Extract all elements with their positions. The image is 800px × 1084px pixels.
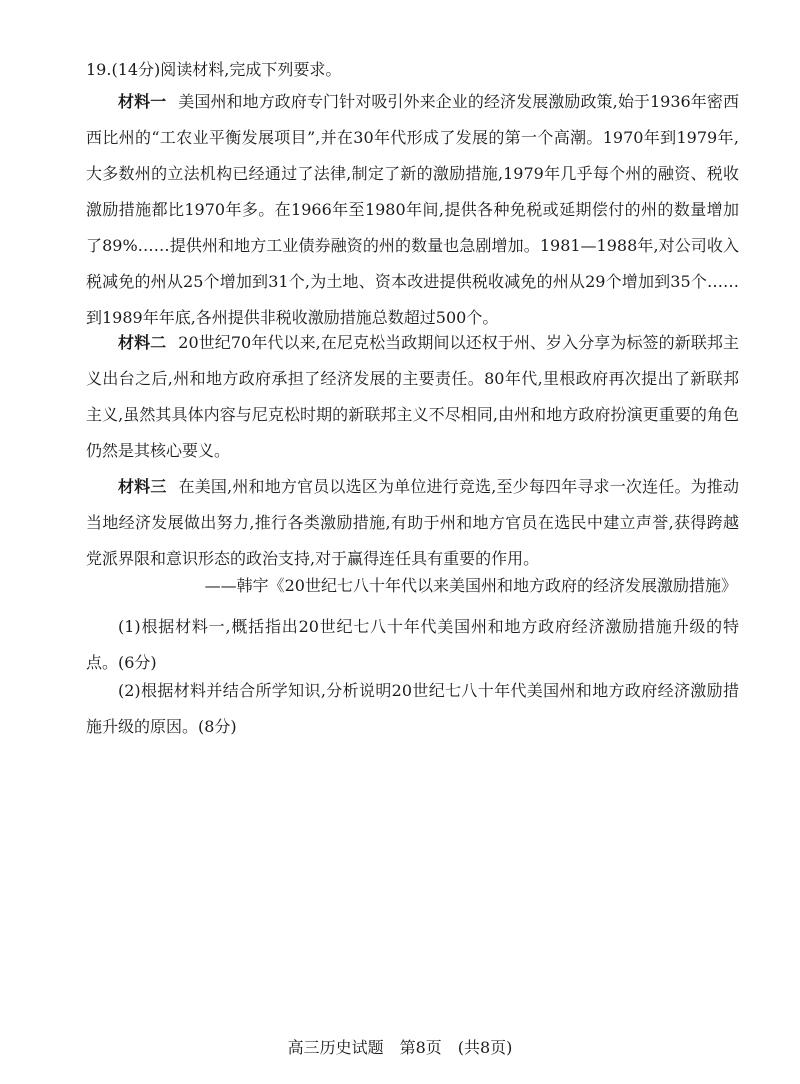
material-three-text: 在美国,州和地方官员以选区为单位进行竞选,至少每四年寻求一次连任。为推动当地经济发展做出努力,推行各类激励措施,有助于州和地方官员在选民中建立声誉,获得跨越党派界限和意识形态的政治支持,对于赢得连任具有重要的作用。 [86, 477, 739, 568]
material-two-text: 20世纪70年代以来,在尼克松当政期间以还权于州、岁入分享为标签的新联邦主义出台之后,州和地方政府承担了经济发展的主要责任。80年代,里根政府再次提出了新联邦主义,虽然其具体内容与尼克松时期的新联邦主义不尽相同,由州和地方政府扮演更重要的角色仍然是其核心要义。 [86, 333, 739, 460]
material-two [86, 325, 739, 469]
material-three-label: 材料三 [118, 477, 167, 496]
page-footer: 高三历史试题 第8页 (共8页) [287, 1038, 513, 1057]
material-two-label: 材料二 [118, 333, 167, 352]
material-one [86, 84, 739, 336]
source-citation: ——韩宇《20世纪七八十年代以来美国州和地方政府的经济发展激励措施》 [204, 576, 737, 595]
material-one-label: 材料一 [118, 92, 167, 111]
material-one-text: 美国州和地方政府专门针对吸引外来企业的经济发展激励政策,始于1936年密西西比州的“工农业平衡发展项目”,并在30年代形成了发展的第一个高潮。1970年到1979年,大多数州的立法机构已经通过了法律,制定了新的激励措施,1979年几乎每个州的融资、税收激励措施都比1970年多。在1966年至1980年间,提供各种免税或延期偿付的州的数量增加了89%……提供州和地方工业债券融资的州的数量也急剧增加。1981—1988年,对公司收入税减免的州从25个增加到31个,为土地、资本改进提供税收减免的州从29个增加到35个……到1989年年底,各州提供非税收激励措施总数超过500个。 [86, 92, 739, 327]
sub-question-2: (2)根据材料并结合所学知识,分析说明20世纪七八十年代美国州和地方政府经济激励措施升级的原因。(8分) [86, 681, 739, 736]
sub-question-1: (1)根据材料一,概括指出20世纪七八十年代美国州和地方政府经济激励措施升级的特点。(6分) [86, 617, 739, 672]
material-three [86, 469, 739, 577]
question-title: 19.(14分)阅读材料,完成下列要求。 [86, 60, 342, 79]
